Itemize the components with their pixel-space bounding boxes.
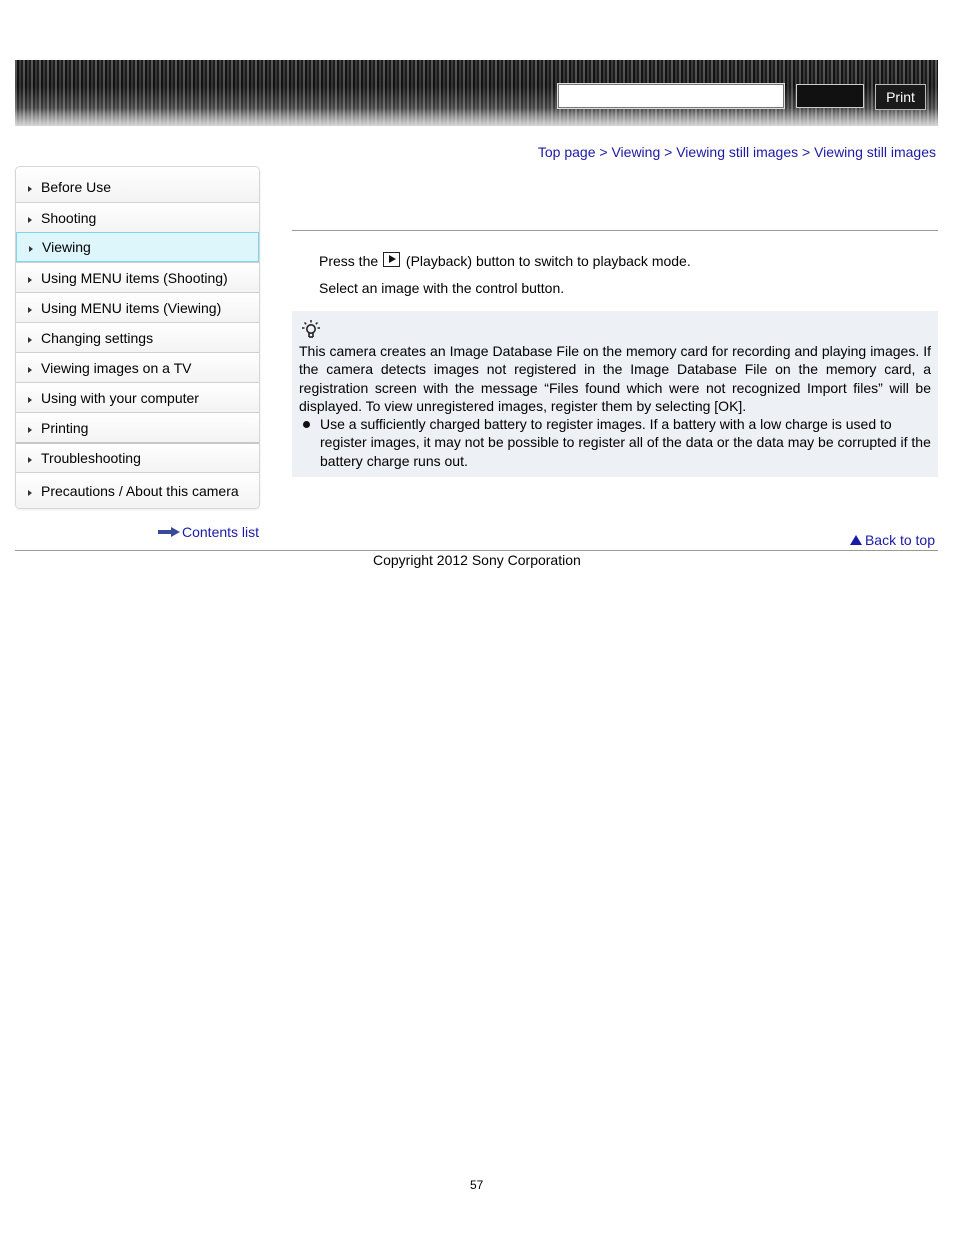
hint-box (292, 311, 938, 477)
sidebar-item-label: Shooting (41, 209, 97, 226)
sidebar-item-label: Using with your computer (41, 389, 199, 406)
breadcrumb-viewing-still-images[interactable]: Viewing still images (676, 144, 799, 160)
sidebar-item-label: Printing (41, 419, 89, 436)
sidebar-item-label: Viewing images on a TV (41, 359, 192, 376)
chevron-right-icon (29, 246, 33, 252)
hint-bullet (299, 415, 931, 470)
footer-divider (15, 550, 938, 551)
sidebar-item-changing-settings[interactable] (16, 322, 259, 352)
sidebar-item-shooting[interactable] (16, 202, 259, 232)
sidebar-item-precautions[interactable] (16, 472, 259, 508)
hint-bullet-text: Use a sufficiently charged battery to register images. If a battery with a low charge is used to register images, it may not be possible to register all of the data or the data may be corrupted if the battery charge runs out. (320, 416, 931, 469)
chevron-right-icon (28, 490, 32, 496)
chevron-right-icon (28, 217, 32, 223)
sidebar-item-label: Before Use (41, 179, 112, 195)
chevron-right-icon (28, 367, 32, 373)
arrow-right-icon (158, 527, 180, 537)
arrow-up-icon (850, 535, 862, 545)
sidebar-item-viewing-on-tv[interactable] (16, 352, 259, 382)
breadcrumb-current-page[interactable]: Viewing still images (814, 144, 936, 160)
sidebar-item-before-use[interactable] (16, 167, 259, 202)
print-button[interactable]: Print (875, 84, 926, 110)
sidebar-nav (15, 166, 260, 509)
sidebar-item-printing[interactable] (16, 412, 259, 442)
step-1-text-after: (Playback) button to switch to playback mode. (405, 253, 691, 269)
sidebar-item-computer[interactable] (16, 382, 259, 412)
step-1 (319, 252, 691, 269)
hint-lightbulb-icon (301, 319, 321, 339)
copyright-text: Copyright 2012 Sony Corporation (373, 552, 581, 568)
breadcrumb-separator: > (664, 144, 673, 160)
sidebar-item-menu-viewing[interactable] (16, 292, 259, 322)
header-fade (15, 108, 938, 126)
sidebar-item-label: Using MENU items (Shooting) (41, 269, 228, 286)
breadcrumb-viewing[interactable]: Viewing (611, 144, 661, 160)
sidebar-item-troubleshooting[interactable] (16, 442, 259, 472)
chevron-right-icon (28, 186, 32, 192)
sidebar-item-viewing[interactable] (16, 232, 259, 262)
title-divider (292, 230, 938, 231)
step-1-text-before: Press the (319, 253, 379, 269)
sidebar-item-label: Using MENU items (Viewing) (41, 299, 222, 316)
sidebar-item-label: Troubleshooting (41, 450, 141, 466)
sidebar-item-label: Viewing (42, 239, 91, 255)
breadcrumb-separator: > (802, 144, 811, 160)
sidebar-item-label: Precautions / About this camera (41, 482, 239, 499)
chevron-right-icon (28, 397, 32, 403)
chevron-right-icon (28, 457, 32, 463)
back-to-top-link[interactable] (850, 532, 935, 548)
step-2: Select an image with the control button. (319, 280, 565, 296)
search-button[interactable] (796, 84, 864, 108)
back-to-top-label: Back to top (864, 532, 935, 548)
breadcrumb (538, 144, 936, 160)
hint-text: This camera creates an Image Database File on the memory card for recording and playing images. If the camera detects images not registered in the Image Database File on the memory card, a registration screen with the message “Files found which were not recognized Import files” will be displayed. To view unregistered images, register them by selecting [OK]. (299, 343, 931, 415)
chevron-right-icon (28, 427, 32, 433)
contents-list-label: Contents list (182, 524, 260, 540)
breadcrumb-separator: > (599, 144, 608, 160)
playback-icon (383, 252, 400, 267)
bullet-dot-icon (303, 421, 310, 428)
search-input[interactable] (558, 84, 784, 108)
chevron-right-icon (28, 307, 32, 313)
sidebar-item-menu-shooting[interactable] (16, 262, 259, 292)
page-number: 57 (470, 1178, 484, 1192)
chevron-right-icon (28, 337, 32, 343)
chevron-right-icon (28, 277, 32, 283)
breadcrumb-top-page[interactable]: Top page (537, 144, 596, 160)
contents-list-link[interactable] (158, 524, 259, 540)
sidebar-item-label: Changing settings (41, 329, 154, 346)
